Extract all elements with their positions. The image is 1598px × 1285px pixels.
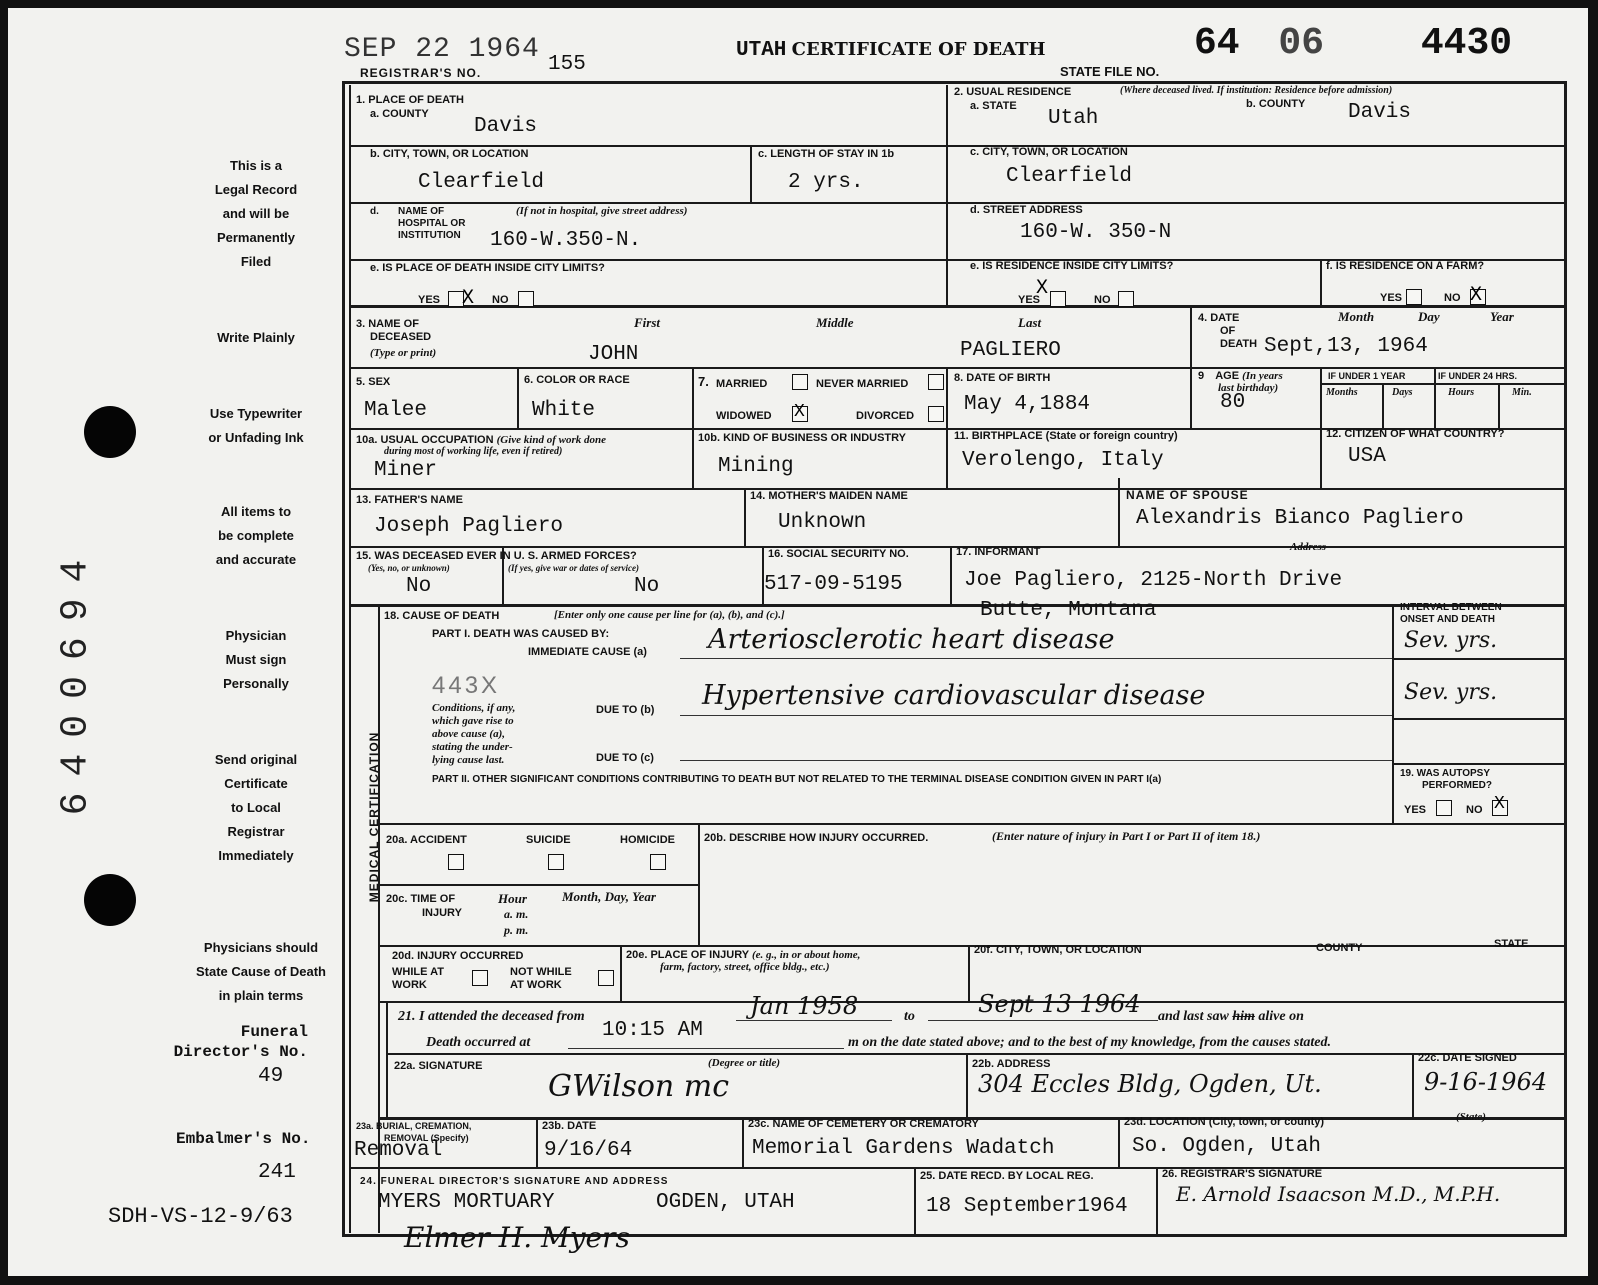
label-business: 10b. KIND OF BUSINESS OR INDUSTRY	[698, 432, 907, 444]
length-of-stay: 2 yrs.	[788, 171, 864, 194]
death-certificate	[8, 8, 1588, 1276]
label-month: Month	[1338, 309, 1375, 324]
hline	[386, 1053, 1564, 1055]
registrar-signature: E. Arnold Isaacson M.D., M.P.H.	[1176, 1182, 1501, 1206]
accident-checkbox[interactable]	[448, 854, 464, 870]
label-not-while: NOT WHILE AT WORK	[510, 966, 572, 991]
label-injury-state: STATE	[1494, 938, 1529, 950]
deceased-first: JOHN	[588, 343, 639, 366]
while-at-work-checkbox[interactable]	[472, 970, 488, 986]
vline	[1118, 1117, 1120, 1169]
autopsy-no-label: NO	[1466, 804, 1483, 816]
label-due-c: DUE TO (c)	[596, 752, 654, 764]
sidebar-physician: Physician Must sign Personally	[223, 628, 289, 691]
residence-note: (Where deceased lived. If institution: Residence before admission)	[1120, 85, 1393, 96]
label-under-1: IF UNDER 1 YEAR	[1328, 371, 1406, 381]
sidebar-complete: All items to be complete and accurate	[215, 504, 297, 567]
label-ssn: 16. SOCIAL SECURITY NO.	[768, 548, 909, 560]
label-married: MARRIED	[716, 378, 768, 390]
vline	[968, 945, 970, 1001]
label-place-of-death: 1. PLACE OF DEATH	[356, 94, 464, 106]
label-immediate: IMMEDIATE CAUSE (a)	[528, 646, 647, 658]
vline	[1382, 383, 1384, 428]
certificate-title: UTAH CERTIFICATE OF DEATH	[736, 39, 1046, 62]
vline	[536, 1117, 538, 1169]
place-limits-yes-label: YES	[418, 294, 441, 306]
label-stay: c. LENGTH OF STAY IN 1b	[758, 148, 895, 160]
label-while-at-work: WHILE AT WORK	[392, 966, 444, 991]
vline	[1320, 259, 1322, 305]
war-service: No	[634, 575, 660, 598]
vline	[1118, 478, 1120, 546]
business: Mining	[718, 455, 794, 478]
label-attended: 21. I attended the deceased from	[398, 1009, 585, 1024]
label-residence: 2. USUAL RESIDENCE	[954, 86, 1072, 98]
label-cause: 18. CAUSE OF DEATH	[384, 610, 500, 622]
label-res-city: c. CITY, TOWN, OR LOCATION	[970, 146, 1128, 158]
rule-from	[736, 1020, 892, 1021]
sidebar-legal: This is a Legal Record and will be Permanently Filed	[214, 158, 298, 269]
label-type-print: (Type or print)	[370, 347, 437, 359]
label-statement: m on the date stated above; and to the best of my knowledge, from the causes stated.	[848, 1035, 1331, 1050]
embalmer-no: 241	[258, 1161, 296, 1184]
label-burial-location: 23d. LOCATION (City, town, or county)	[1124, 1116, 1325, 1128]
label-race: 6. COLOR OR RACE	[524, 374, 630, 386]
form-right-border	[1564, 81, 1567, 1236]
res-limits-no-checkbox[interactable]	[1118, 291, 1134, 307]
label-hours: Hours	[1448, 387, 1475, 398]
physician-address: 304 Eccles Bldg, Ogden, Ut.	[978, 1070, 1322, 1098]
rule-time	[568, 1048, 844, 1049]
widowed-mark: X	[794, 402, 805, 422]
married-checkbox[interactable]	[792, 374, 808, 390]
place-city: Clearfield	[418, 171, 545, 194]
state-file-label: STATE FILE NO.	[1060, 64, 1160, 79]
interval-b: Sev. yrs.	[1404, 680, 1498, 705]
farm-yes-label: YES	[1380, 292, 1403, 304]
label-widowed: WIDOWED	[716, 410, 772, 422]
social-security: 517-09-5195	[764, 573, 903, 596]
vline	[517, 367, 519, 428]
punch-hole-bottom	[84, 874, 136, 926]
label-place-injury: 20e. PLACE OF INJURY (e. g., in or about home, farm, factory, street, office bldg., etc.)	[626, 949, 861, 973]
rule-b	[680, 715, 1392, 716]
label-date-recd: 25. DATE RECD. BY LOCAL REG.	[920, 1170, 1094, 1182]
place-limits-no-checkbox[interactable]	[518, 291, 534, 307]
vline	[620, 945, 622, 1001]
res-limits-yes-label: YES	[1018, 294, 1041, 306]
sidebar-typewriter: Use Typewriter or Unfading Ink	[208, 406, 304, 445]
form-top-border	[342, 81, 1566, 84]
burial-date: 9/16/64	[544, 1139, 633, 1162]
res-limits-no-label: NO	[1094, 294, 1111, 306]
registrar-label: REGISTRAR'S NO.	[360, 66, 482, 80]
informant-city: Butte, Montana	[980, 599, 1157, 622]
sex: Malee	[364, 399, 428, 422]
rule-c	[680, 760, 1392, 761]
physician-signature: GWilson mc	[548, 1069, 730, 1104]
sidebar-write-plainly: Write Plainly	[217, 330, 295, 345]
label-last-seen: and last saw him alive on	[1158, 1009, 1304, 1024]
registrar-no: 155	[548, 53, 586, 76]
sidebar-send: Send original Certificate to Local Registrar Immediately	[214, 752, 298, 863]
label-injury-occurred: 20d. INJURY OCCURRED	[392, 950, 524, 962]
label-county: a. COUNTY	[370, 108, 429, 120]
label-age: 9 AGE (In years last birthday)	[1198, 370, 1283, 394]
res-limits-mark: X	[1036, 277, 1049, 300]
residence-county: Davis	[1348, 101, 1412, 124]
disposition: Removal	[354, 1139, 443, 1162]
label-injury-note: (Enter nature of injury in Part I or Part II of item 18.)	[992, 829, 1261, 843]
label-part1: PART I. DEATH WAS CAUSED BY:	[432, 628, 610, 640]
place-limits-no-label: NO	[492, 294, 509, 306]
label-interval: INTERVAL BETWEEN ONSET AND DEATH	[1400, 602, 1502, 625]
medical-certification-vertical: MEDICAL CERTIFICATION	[366, 731, 381, 903]
label-min: Min.	[1512, 387, 1532, 398]
label-citizen: 12. CITIZEN OF WHAT COUNTRY?	[1326, 428, 1505, 440]
label-name: 3. NAME OF DECEASED	[356, 318, 432, 343]
vline	[1392, 607, 1394, 823]
hline	[349, 1167, 1564, 1169]
hline	[378, 1001, 1564, 1003]
hline	[349, 604, 1564, 607]
rule-a	[680, 658, 1392, 659]
embalmer-label: Embalmer's No.	[176, 1130, 311, 1148]
hline	[349, 145, 1564, 147]
cause-a: Arteriosclerotic heart disease	[708, 624, 1115, 655]
hline	[378, 884, 698, 886]
place-institution: 160-W.350-N.	[490, 229, 642, 252]
label-pm: p. m.	[504, 923, 529, 937]
death-time: 10:15 AM	[602, 1019, 703, 1042]
vline	[966, 1053, 968, 1119]
age: 80	[1220, 391, 1246, 414]
hline	[349, 367, 1564, 369]
suicide-checkbox[interactable]	[548, 854, 564, 870]
label-res-farm: f. IS RESIDENCE ON A FARM?	[1326, 260, 1485, 272]
occupation: Miner	[374, 459, 438, 482]
mother-name: Unknown	[778, 511, 867, 534]
label-signature: 22a. SIGNATURE	[394, 1060, 483, 1072]
res-limits-yes-checkbox[interactable]	[1050, 291, 1066, 307]
homicide-checkbox[interactable]	[650, 854, 666, 870]
place-county: Davis	[474, 115, 538, 138]
label-to: to	[904, 1009, 915, 1024]
label-cause-note: [Enter only one cause per line for (a), (b), and (c).]	[554, 609, 785, 621]
label-burial-state: (State)	[1456, 1111, 1486, 1123]
serial-number: 6400694	[54, 543, 98, 816]
armed-forces: No	[406, 575, 432, 598]
label-physician-address: 22b. ADDRESS	[972, 1058, 1051, 1070]
vline-1-2	[946, 85, 948, 305]
label-funeral-director: 24. FUNERAL DIRECTOR'S SIGNATURE AND ADDRESS	[360, 1176, 669, 1187]
label-burial-date: 23b. DATE	[542, 1120, 597, 1132]
residence-state: Utah	[1048, 107, 1099, 130]
label-months: Months	[1326, 387, 1358, 398]
vline	[744, 488, 746, 546]
vline	[386, 1001, 388, 1119]
burial-location: So. Ogden, Utah	[1132, 1135, 1322, 1158]
label-occupation: 10a. USUAL OCCUPATION (Give kind of work done during most of working life, even if retired)	[356, 434, 606, 457]
hline	[378, 945, 1564, 947]
label-res-street: d. STREET ADDRESS	[970, 204, 1083, 216]
label-res-limits: e. IS RESIDENCE INSIDE CITY LIMITS?	[970, 260, 1174, 272]
funeral-director-no: 49	[258, 1065, 284, 1088]
label-injury-county: COUNTY	[1316, 942, 1363, 954]
vline	[950, 546, 952, 606]
never-married-checkbox[interactable]	[928, 374, 944, 390]
label-part2: PART II. OTHER SIGNIFICANT CONDITIONS CONTRIBUTING TO DEATH BUT NOT RELATED TO THE TERMINAL DISEASE CONDITION GIVEN IN PART I(a)	[432, 774, 1162, 785]
residence-street: 160-W. 350-N	[1020, 221, 1172, 244]
sidebar-cause: Physicians should State Cause of Death in plain terms	[195, 940, 327, 1003]
deceased-last: PAGLIERO	[960, 339, 1061, 362]
label-informant: 17. INFORMANT	[956, 546, 1041, 558]
label-am: a. m.	[504, 907, 529, 921]
label-birth: 8. DATE OF BIRTH	[954, 372, 1051, 384]
farm-yes-checkbox[interactable]	[1406, 289, 1422, 305]
vline	[1412, 1053, 1414, 1119]
label-birthplace: 11. BIRTHPLACE (State or foreign country)	[954, 430, 1178, 442]
label-never-married: NEVER MARRIED	[816, 378, 909, 390]
label-hour: Hour	[498, 891, 527, 906]
label-due-b: DUE TO (b)	[596, 704, 655, 716]
institution-note: (If not in hospital, give street address)	[516, 205, 688, 217]
label-conditions: Conditions, if any, which gave rise to above cause (a), stating the under- lying cause last.	[432, 702, 516, 766]
hline	[349, 488, 1564, 490]
vline	[750, 145, 752, 202]
label-suicide: SUICIDE	[526, 834, 571, 846]
label-homicide: HOMICIDE	[620, 834, 675, 846]
funeral-director-label: Funeral Director's No.	[173, 1023, 308, 1061]
vline	[914, 1167, 916, 1235]
label-res-county: b. COUNTY	[1246, 98, 1306, 110]
funeral-director-city: OGDEN, UTAH	[656, 1191, 795, 1214]
cemetery: Memorial Gardens Wadatch	[752, 1137, 1055, 1160]
vline	[1434, 367, 1436, 428]
punch-hole-top	[84, 406, 136, 458]
death-date: Sept,13, 1964	[1264, 335, 1428, 358]
form-left-border	[342, 81, 345, 1236]
label-spouse: NAME OF SPOUSE	[1126, 488, 1249, 502]
label-res-state: a. STATE	[970, 100, 1017, 112]
label-day: Day	[1418, 309, 1440, 324]
attended-to: Sept 13 1964	[978, 990, 1141, 1018]
label-injury-city: 20f. CITY, TOWN, OR LOCATION	[974, 944, 1142, 956]
form-number: SDH-VS-12-9/63	[108, 1204, 293, 1229]
label-degree: (Degree or title)	[708, 1057, 781, 1069]
autopsy-yes-label: YES	[1404, 804, 1427, 816]
label-accident: 20a. ACCIDENT	[386, 834, 467, 846]
hline	[1392, 658, 1564, 660]
farm-no-label: NO	[1444, 292, 1461, 304]
label-place-limits: e. IS PLACE OF DEATH INSIDE CITY LIMITS?	[370, 262, 605, 274]
label-mdy: Month, Day, Year	[562, 889, 656, 904]
citizen: USA	[1348, 445, 1386, 468]
funeral-director: MYERS MORTUARY	[378, 1191, 555, 1214]
not-while-checkbox[interactable]	[598, 970, 614, 986]
label-days: Days	[1392, 387, 1413, 398]
autopsy-yes-checkbox[interactable]	[1436, 800, 1452, 816]
date-of-birth: May 4,1884	[964, 393, 1091, 416]
vline	[1498, 383, 1500, 428]
attended-from: Jan 1958	[750, 992, 859, 1020]
label-autopsy: 19. WAS AUTOPSY PERFORMED?	[1400, 768, 1492, 791]
vline	[1156, 1167, 1158, 1235]
rule-to	[928, 1020, 1158, 1021]
hline	[1320, 383, 1564, 385]
birthplace: Verolengo, Italy	[962, 449, 1164, 472]
label-time-injury: 20c. TIME OF INJURY	[386, 893, 462, 919]
label-cemetery: 23c. NAME OF CEMETERY OR CREMATORY	[748, 1118, 979, 1130]
date-signed: 9-16-1964	[1424, 1068, 1548, 1096]
label-date-death: 4. DATE OF DEATH	[1198, 312, 1258, 350]
label-institution: d. NAME OF HOSPITAL OR INSTITUTION	[370, 206, 466, 241]
label-middle: Middle	[816, 315, 854, 330]
cause-code: 443X	[432, 672, 501, 699]
place-limits-mark: X	[462, 287, 475, 310]
label-injury-how: 20b. DESCRIBE HOW INJURY OCCURRED.	[704, 832, 929, 844]
label-sex: 5. SEX	[356, 376, 391, 388]
hline	[1392, 763, 1564, 765]
hline	[378, 823, 1564, 825]
label-registrar-signature: 26. REGISTRAR'S SIGNATURE	[1162, 1168, 1323, 1180]
label-marital: 7.	[698, 374, 709, 389]
date-received: 18 September1964	[926, 1195, 1128, 1218]
label-war-note: (If yes, give war or dates of service)	[508, 563, 639, 573]
label-death-occurred: Death occurred at	[426, 1035, 531, 1050]
spouse-name: Alexandris Bianco Pagliero	[1136, 507, 1464, 530]
label-armed-note: (Yes, no, or unknown)	[368, 563, 450, 573]
label-city: b. CITY, TOWN, OR LOCATION	[370, 148, 529, 160]
residence-city: Clearfield	[1006, 165, 1133, 188]
hline	[1392, 718, 1564, 720]
farm-mark: X	[1470, 284, 1483, 307]
label-armed: 15. WAS DECEASED EVER IN U. S. ARMED FORCES?	[356, 550, 637, 562]
label-year: Year	[1490, 309, 1514, 324]
label-disposition: 23a. BURIAL, CREMATION, REMOVAL (Specify)	[356, 1121, 472, 1143]
inner-left-line	[349, 85, 351, 1233]
label-date-signed: 22c. DATE SIGNED	[1418, 1052, 1517, 1064]
divorced-checkbox[interactable]	[928, 406, 944, 422]
state-file-no: 64 06 4430	[1194, 22, 1513, 65]
autopsy-mark: X	[1494, 794, 1505, 814]
label-last: Last	[1018, 315, 1042, 330]
race: White	[532, 399, 596, 422]
label-divorced: DIVORCED	[856, 410, 915, 422]
label-under-24: IF UNDER 24 HRS.	[1438, 371, 1518, 381]
hline	[349, 202, 1564, 204]
label-mother: 14. MOTHER'S MAIDEN NAME	[750, 490, 908, 502]
informant: Joe Pagliero, 2125-North Drive	[964, 569, 1343, 592]
label-first: First	[634, 315, 661, 330]
label-address: Address	[1290, 541, 1327, 553]
interval-a: Sev. yrs.	[1404, 628, 1498, 653]
label-father: 13. FATHER'S NAME	[356, 494, 463, 506]
vline	[698, 823, 700, 945]
funeral-signature: Elmer H. Myers	[404, 1221, 630, 1254]
received-stamp: SEP 22 1964	[344, 34, 540, 65]
father-name: Joseph Pagliero	[374, 515, 564, 538]
vline	[742, 1117, 744, 1169]
cause-b: Hypertensive cardiovascular disease	[702, 680, 1206, 711]
